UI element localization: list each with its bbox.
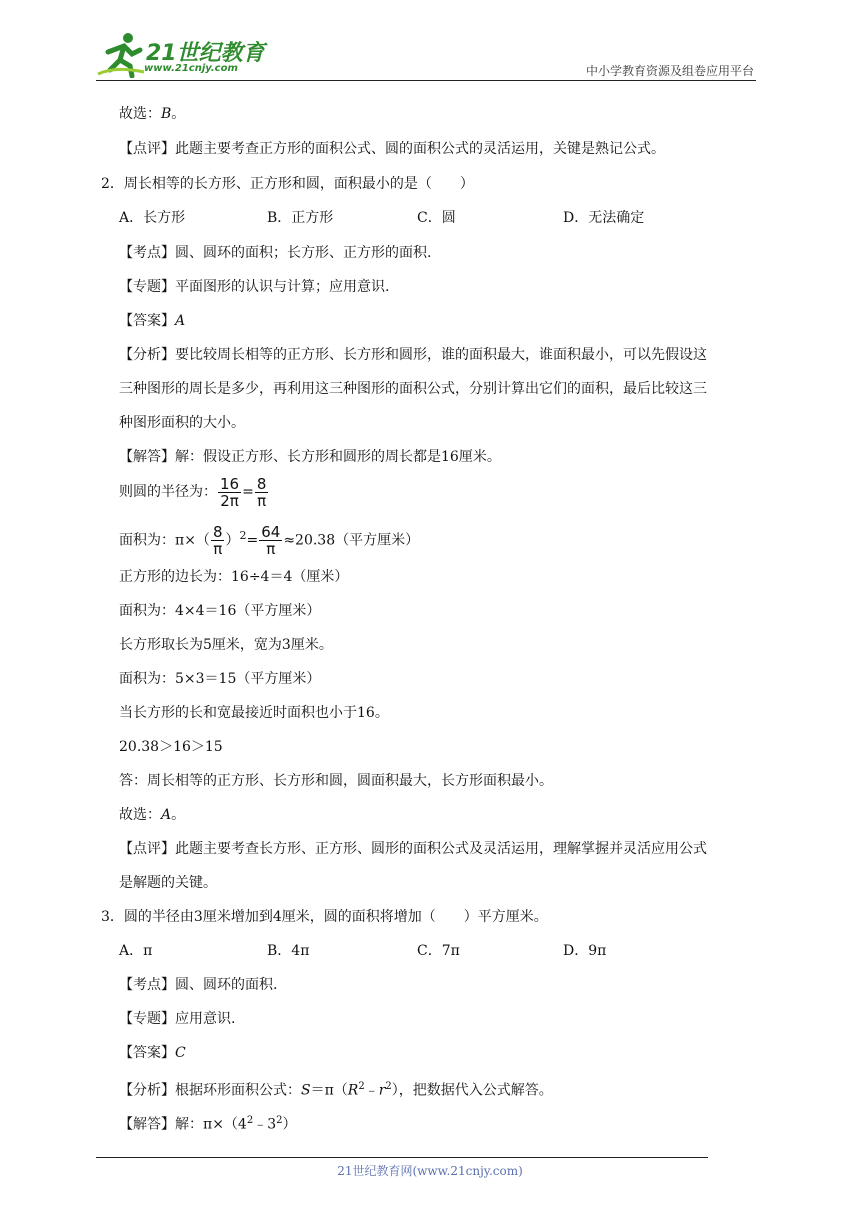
comment-prev: 【点评】此题主要考查正方形的面积公式、圆的面积公式的灵活运用，关键是熟记公式。 xyxy=(119,141,665,157)
q2-fenxi-3: 种图形面积的大小。 xyxy=(119,415,245,431)
option-c: C．7π xyxy=(417,943,460,959)
option-d: D．无法确定 xyxy=(563,210,645,226)
option-d: D．9π xyxy=(563,943,607,959)
q2-compare: 20.38＞16＞15 xyxy=(119,739,223,755)
q2-answer: 【答案】A xyxy=(119,313,186,329)
option-c: C．圆 xyxy=(417,210,456,226)
q2-fenxi-1: 【分析】要比较周长相等的正方形、长方形和圆形，谁的面积最大，谁面积最小，可以先假设这 xyxy=(119,347,707,363)
q3-zhuanti: 【专题】应用意识. xyxy=(119,1011,236,1027)
runner-icon xyxy=(96,30,146,78)
q2-square-area: 面积为：4×4＝16（平方厘米） xyxy=(119,603,321,619)
site-logo xyxy=(96,30,266,78)
q2-jieda: 【解答】解：假设正方形、长方形和圆形的周长都是16厘米。 xyxy=(119,449,501,465)
header-platform-text: 中小学教育资源及组卷应用平台 xyxy=(585,64,754,78)
question-3-title: 3．圆的半径由3厘米增加到4厘米，圆的面积将增加（ ）平方厘米。 xyxy=(101,909,548,925)
page-footer: 21世纪教育网(www.21cnjy.com) xyxy=(337,1164,523,1178)
q2-rect-area: 面积为：5×3＝15（平方厘米） xyxy=(119,671,321,687)
q2-conclusion: 答：周长相等的正方形、长方形和圆，圆面积最大，长方形面积最小。 xyxy=(119,773,553,789)
logo-title: 21世纪教育 xyxy=(146,41,265,66)
question-2-options xyxy=(119,208,644,228)
question-3-options xyxy=(119,941,606,961)
q2-square-side: 正方形的边长为：16÷4＝4（厘米） xyxy=(119,569,349,585)
q2-rect: 长方形取长为5厘米，宽为3厘米。 xyxy=(119,637,333,653)
question-2-title: 2．周长相等的长方形、正方形和圆，面积最小的是（ ） xyxy=(101,176,474,192)
q2-choose: 故选：A。 xyxy=(119,807,186,823)
q3-jieda: 【解答】解：$\pi\times(4^2﹣3^2)$ xyxy=(119,1115,297,1133)
q2-kaodian: 【考点】圆、圆环的面积；长方形、正方形的面积. xyxy=(119,245,432,261)
q3-answer: 【答案】C xyxy=(119,1045,186,1061)
q2-dianping-2: 是解题的关键。 xyxy=(119,875,217,891)
option-b: B．正方形 xyxy=(267,210,334,226)
logo-url: www.21cnjy.com xyxy=(144,63,238,74)
q2-fenxi-2: 三种图形的周长是多少，再利用这三种图形的面积公式，分别计算出它们的面积，最后比较这三 xyxy=(119,381,707,397)
q3-fenxi: 【分析】根据环形面积公式：$S=\pi(R^2﹣r^2)$，把数据代入公式解答。 xyxy=(119,1081,553,1099)
fraction-64-over-pi: $\frac{64}{\pi}$ xyxy=(261,523,281,559)
page-header xyxy=(96,30,756,81)
fraction-8-over-pi-2: $\frac{8}{\pi}$ xyxy=(212,523,223,559)
option-a: A．长方形 xyxy=(119,210,186,226)
q3-kaodian: 【考点】圆、圆环的面积. xyxy=(119,977,278,993)
choice-line-prev: 故选：B。 xyxy=(119,106,186,122)
q2-radius-line: 则圆的半径为： $\frac{16}{2\pi}$ = $\frac{8}{\pi}$ xyxy=(119,474,267,510)
footer-divider xyxy=(96,1157,708,1158)
fraction-8-over-pi: $\frac{8}{\pi}$ xyxy=(256,474,267,510)
option-b: B．4π xyxy=(267,943,310,959)
q2-dianping-1: 【点评】此题主要考查长方形、正方形、圆形的面积公式及灵活运用，理解掌握并灵活应用公式 xyxy=(119,841,707,857)
q2-note: 当长方形的长和宽最接近时面积也小于16。 xyxy=(119,705,389,721)
fraction-16-over-2pi: $\frac{16}{2\pi}$ xyxy=(220,474,240,510)
option-a: A．π xyxy=(119,943,153,959)
q2-circle-area-line: 面积为：π×（ $\frac{8}{\pi}$ ）$^2$= $\frac{64}{\pi}$ ≈20.38（平方厘米） xyxy=(119,523,420,559)
q2-zhuanti: 【专题】平面图形的认识与计算；应用意识. xyxy=(119,279,390,295)
